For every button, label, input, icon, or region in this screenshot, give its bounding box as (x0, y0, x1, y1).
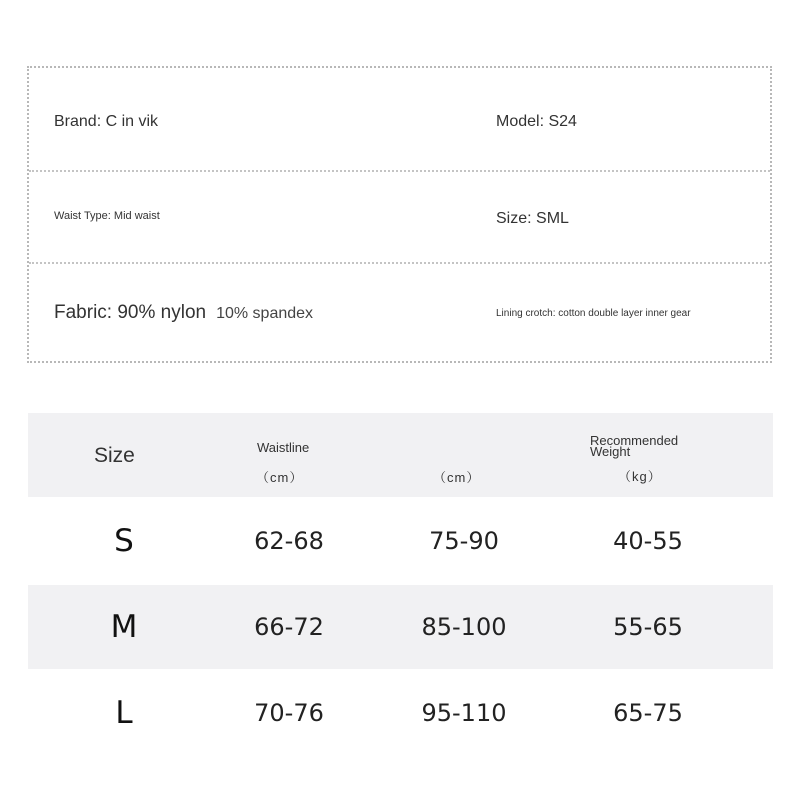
size-cell: M (110, 609, 138, 645)
header-weight-unit: （kg） (618, 469, 662, 484)
lining-text: Lining crotch: cotton double layer inner gear (496, 308, 691, 319)
product-specs-box (27, 66, 772, 363)
fabric-text (54, 302, 313, 324)
specs-row-brand-model (29, 68, 770, 170)
header-size: Size (94, 444, 135, 467)
waistline-cell: 70-76 (254, 698, 324, 727)
waist-type-text: Waist Type: Mid waist (54, 210, 160, 222)
header-weight-line2: Weight (590, 444, 631, 459)
waistline-cell: 66-72 (254, 613, 324, 641)
size-cell: S (114, 523, 134, 559)
size-text: Size: SML (496, 210, 569, 227)
specs-row-waist-size (29, 170, 770, 264)
table-row (28, 585, 773, 669)
table-row (28, 669, 773, 756)
fabric-extra-text: 10% spandex (216, 305, 314, 322)
weight-cell: 55-65 (613, 613, 683, 641)
size-chart-table (28, 413, 773, 756)
table-row (28, 497, 773, 585)
header-weight-line1: Recommended (590, 433, 679, 448)
col3-cell: 85-100 (421, 613, 507, 641)
col3-cell: 95-110 (421, 698, 507, 727)
weight-cell: 65-75 (613, 698, 683, 727)
size-chart-header (28, 413, 773, 497)
model-text: Model: S24 (496, 113, 577, 130)
col3-cell: 75-90 (429, 527, 499, 555)
size-cell: L (115, 694, 133, 731)
header-col3-unit: （cm） (433, 470, 481, 485)
specs-row-fabric-lining (29, 262, 770, 365)
header-waistline: Waistline (257, 440, 310, 455)
weight-cell: 40-55 (613, 527, 683, 555)
header-waistline-unit: （cm） (256, 470, 304, 485)
brand-text: Brand: C in vik (54, 113, 159, 130)
fabric-main-text: Fabric: 90% nylon (54, 302, 207, 323)
waistline-cell: 62-68 (254, 527, 324, 555)
